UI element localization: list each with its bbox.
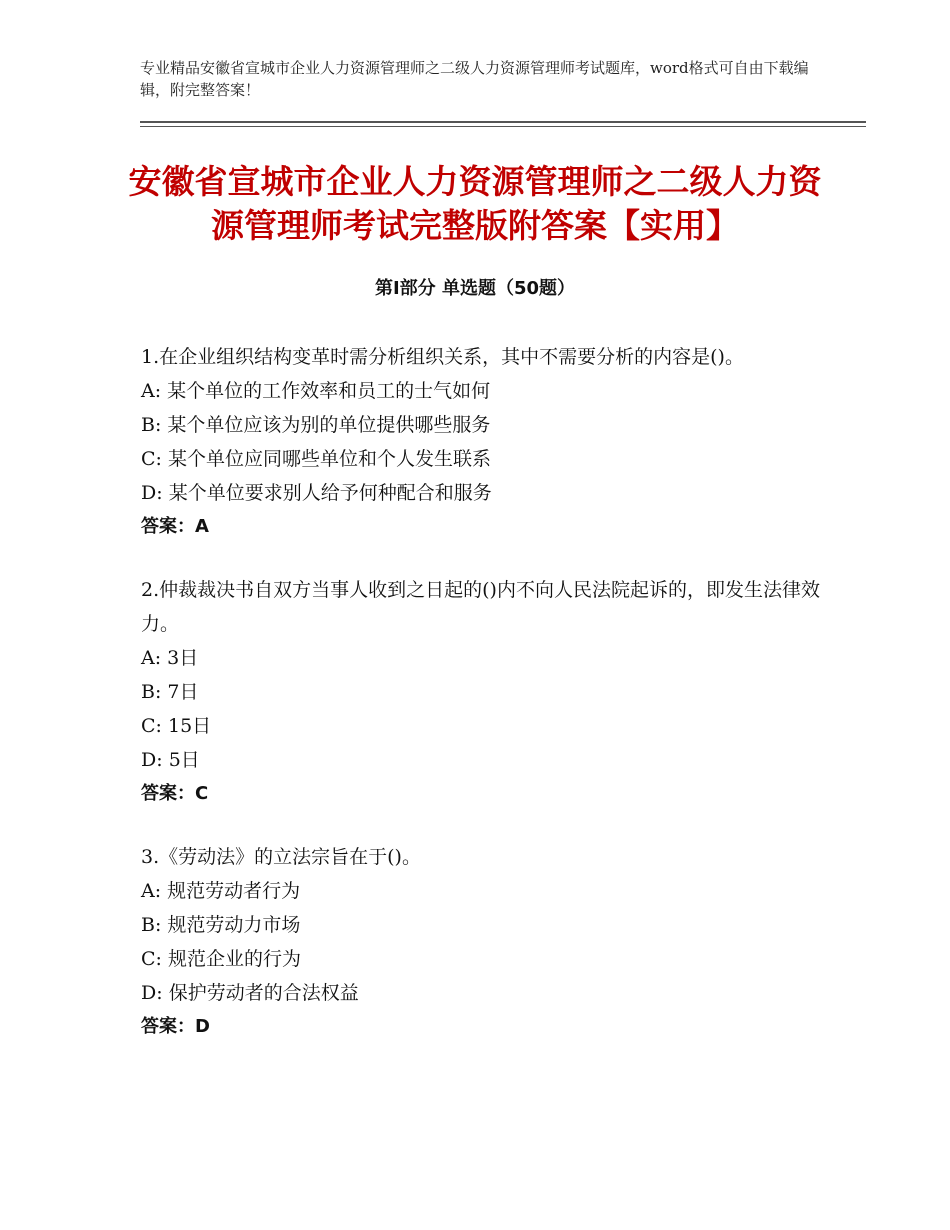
option-letter: C:: [141, 948, 162, 970]
header-note: 专业精品安徽省宣城市企业人力资源管理师之二级人力资源管理师考试题库，word格式可自由下载编辑，附完整答案！: [140, 59, 809, 99]
option-b: [141, 908, 821, 942]
option-a: [141, 874, 821, 908]
option-a: [141, 374, 821, 408]
option-text: 某个单位要求别人给予何种配合和服务: [168, 482, 492, 504]
option-letter: A:: [141, 647, 162, 669]
option-text: 规范企业的行为: [168, 948, 302, 970]
option-text: 规范劳动力市场: [167, 914, 301, 936]
option-letter: D:: [141, 749, 163, 771]
answer-line: [141, 510, 821, 544]
option-d: [141, 976, 821, 1010]
option-letter: A:: [141, 880, 162, 902]
option-text: 5日: [168, 749, 200, 771]
option-a: [141, 641, 821, 675]
option-letter: C:: [141, 448, 162, 470]
option-text: 15日: [168, 715, 212, 737]
option-b: [141, 408, 821, 442]
option-letter: A:: [141, 380, 162, 402]
question-2: [141, 573, 821, 811]
option-text: 某个单位应同哪些单位和个人发生联系: [168, 448, 492, 470]
option-letter: C:: [141, 715, 162, 737]
answer-label: 答案：: [141, 516, 195, 537]
option-letter: B:: [141, 414, 162, 436]
option-c: [141, 442, 821, 476]
option-text: 3日: [167, 647, 199, 669]
option-letter: D:: [141, 982, 163, 1004]
section-heading: 第Ⅰ部分 单选题（50题）: [374, 278, 575, 299]
option-c: [141, 709, 821, 743]
option-text: 7日: [167, 681, 199, 703]
answer-value: D: [195, 1016, 210, 1037]
question-stem: 1.在企业组织结构变革时需分析组织关系，其中不需要分析的内容是()。: [141, 346, 744, 368]
header-rule-thin: [140, 126, 866, 127]
question-list: [141, 340, 821, 1073]
option-text: 规范劳动者行为: [167, 880, 301, 902]
answer-label: 答案：: [141, 783, 195, 804]
header-rule-thick: [140, 121, 866, 123]
answer-label: 答案：: [141, 1016, 195, 1037]
question-1: [141, 340, 821, 544]
answer-value: C: [195, 783, 209, 804]
answer-line: [141, 777, 821, 811]
option-b: [141, 675, 821, 709]
answer-value: A: [195, 516, 209, 537]
question-stem: 3.《劳动法》的立法宗旨在于()。: [141, 846, 421, 868]
option-letter: B:: [141, 914, 162, 936]
option-d: [141, 476, 821, 510]
option-text: 某个单位应该为别的单位提供哪些服务: [167, 414, 491, 436]
answer-line: [141, 1010, 821, 1044]
option-letter: D:: [141, 482, 163, 504]
question-3: [141, 840, 821, 1044]
option-letter: B:: [141, 681, 162, 703]
option-text: 某个单位的工作效率和员工的士气如何: [167, 380, 491, 402]
option-text: 保护劳动者的合法权益: [168, 982, 359, 1004]
option-c: [141, 942, 821, 976]
document-title: 安徽省宣城市企业人力资源管理师之二级人力资源管理师考试完整版附答案【实用】: [128, 162, 822, 245]
question-stem: 2.仲裁裁决书自双方当事人收到之日起的()内不向人民法院起诉的，即发生法律效力。: [141, 579, 820, 635]
option-d: [141, 743, 821, 777]
